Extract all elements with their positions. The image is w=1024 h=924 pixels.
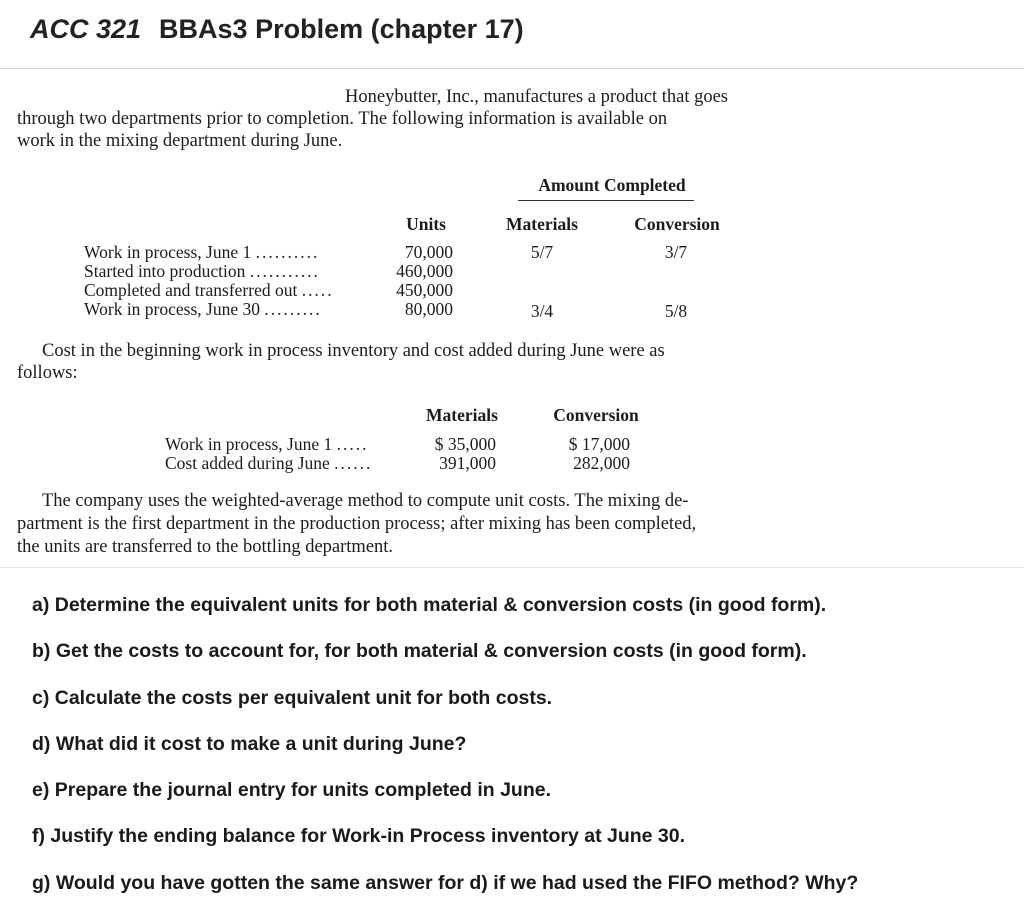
problem-title: BBAs3 Problem (chapter 17) <box>159 14 524 44</box>
cost-row-materials: $ 35,000 <box>434 434 496 454</box>
units-row-label: Started into production ........... <box>84 261 320 281</box>
units-row-units: 70,000 <box>404 242 453 262</box>
amount-completed-underline <box>518 200 694 201</box>
cost-row-conversion: $ 17,000 <box>568 434 630 454</box>
page-title <box>30 14 524 45</box>
cost-row-materials: 391,000 <box>439 453 496 473</box>
cost-col-materials-header: Materials <box>426 405 498 425</box>
question-d: d) What did it cost to make a unit during June? <box>32 732 467 755</box>
units-row-label: Work in process, June 30 ......... <box>84 299 322 319</box>
col-materials-header: Materials <box>506 214 578 234</box>
units-row-units: 450,000 <box>396 280 453 300</box>
cost-row-label: Cost added during June ...... <box>165 453 373 473</box>
amount-completed-header: Amount Completed <box>538 175 686 195</box>
cost-intro-line-2: follows: <box>17 363 78 383</box>
cost-intro-line-1: Cost in the beginning work in process inventory and cost added during June were as <box>42 341 665 361</box>
units-row-materials: 3/4 <box>530 301 554 321</box>
question-a: a) Determine the equivalent units for both material & conversion costs (in good form). <box>32 594 827 616</box>
cost-col-conversion-header: Conversion <box>553 405 639 425</box>
units-row-conversion: 5/8 <box>664 301 688 321</box>
units-row-units: 460,000 <box>396 261 453 281</box>
question-e: e) Prepare the journal entry for units completed in June. <box>32 779 552 802</box>
intro-line-3: work in the mixing department during June. <box>17 131 343 151</box>
question-g: g) Would you have gotten the same answer for d) if we had used the FIFO method? Why? <box>32 871 859 894</box>
cost-row-conversion: 282,000 <box>573 453 630 473</box>
method-line-3: the units are transferred to the bottling department. <box>17 537 394 557</box>
col-units-header: Units <box>406 214 446 234</box>
method-line-1: The company uses the weighted-average method to compute unit costs. The mixing de- <box>42 491 689 511</box>
col-conversion-header: Conversion <box>634 214 720 234</box>
header-divider <box>0 68 1024 69</box>
question-f: f) Justify the ending balance for Work-in Process inventory at June 30. <box>32 825 686 848</box>
question-b: b) Get the costs to account for, for both material & conversion costs (in good form). <box>32 640 807 663</box>
intro-line-1: Honeybutter, Inc., manufactures a product that goes <box>345 87 728 107</box>
section-divider <box>0 567 1024 568</box>
method-line-2: partment is the first department in the production process; after mixing has been completed, <box>17 514 697 534</box>
units-row-materials: 5/7 <box>530 242 554 262</box>
question-c: c) Calculate the costs per equivalent unit for both costs. <box>32 686 553 709</box>
cost-row-label: Work in process, June 1 ..... <box>165 434 369 454</box>
questions-list <box>32 590 858 914</box>
intro-line-2: through two departments prior to completion. The following information is available on <box>17 109 668 129</box>
units-row-label: Work in process, June 1 .......... <box>84 242 320 262</box>
units-row-label: Completed and transferred out ..... <box>84 280 334 300</box>
units-row-units: 80,000 <box>404 299 453 319</box>
units-row-conversion: 3/7 <box>664 242 688 262</box>
course-code: ACC 321 <box>30 14 142 44</box>
